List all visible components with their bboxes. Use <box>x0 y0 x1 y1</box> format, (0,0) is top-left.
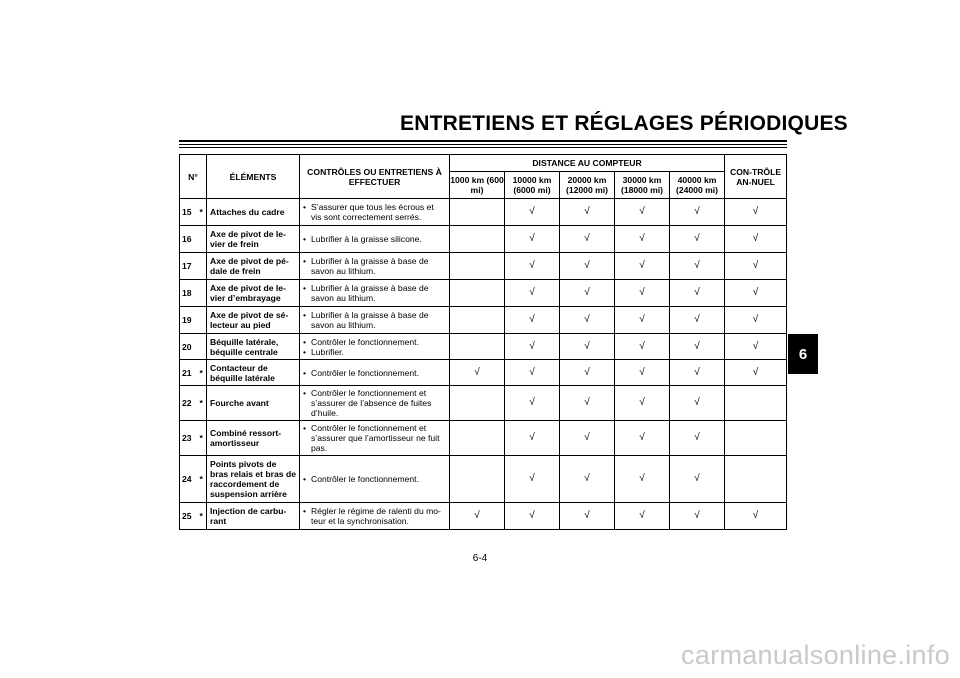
check-mark: √ <box>450 360 505 386</box>
row-number: 19 <box>180 307 200 334</box>
control-item: • Contrôler le fonctionnement. <box>303 368 446 378</box>
check-mark: √ <box>615 456 670 503</box>
check-mark: √ <box>670 280 725 307</box>
row-number: 15 <box>180 199 200 226</box>
check-mark: √ <box>505 307 560 334</box>
row-controls <box>300 421 450 456</box>
control-item: • Contrôler le fonctionnement. <box>303 337 446 347</box>
check-mark: √ <box>505 386 560 421</box>
header-annual: CON-TRÔLE AN-NUEL <box>725 155 787 199</box>
row-controls <box>300 307 450 334</box>
check-mark: √ <box>560 307 615 334</box>
title-rule <box>179 147 787 148</box>
check-mark: √ <box>560 226 615 253</box>
control-item: • Lubrifier à la graisse silicone. <box>303 234 446 244</box>
row-number: 25 <box>180 503 200 530</box>
table-row <box>180 421 787 456</box>
row-number: 18 <box>180 280 200 307</box>
check-mark: √ <box>615 386 670 421</box>
check-mark: √ <box>505 253 560 280</box>
check-mark: √ <box>670 456 725 503</box>
check-mark: √ <box>725 226 787 253</box>
row-asterisk <box>200 334 207 360</box>
row-asterisk <box>200 226 207 253</box>
row-controls <box>300 280 450 307</box>
check-mark: √ <box>560 456 615 503</box>
row-asterisk <box>200 253 207 280</box>
header-controls: CONTRÔLES OU ENTRETIENS À EFFECTUER <box>300 155 450 199</box>
check-mark <box>450 226 505 253</box>
row-asterisk: * <box>200 360 207 386</box>
table-row <box>180 226 787 253</box>
control-item: • Contrôler le fonctionnement. <box>303 474 446 484</box>
row-controls <box>300 360 450 386</box>
check-mark <box>725 386 787 421</box>
row-number: 24 <box>180 456 200 503</box>
check-mark: √ <box>615 334 670 360</box>
row-asterisk <box>200 307 207 334</box>
check-mark: √ <box>725 307 787 334</box>
maintenance-table <box>179 154 787 530</box>
check-mark: √ <box>615 360 670 386</box>
table-body <box>180 199 787 530</box>
check-mark <box>450 386 505 421</box>
header-elements: ÉLÉMENTS <box>207 155 300 199</box>
check-mark <box>450 421 505 456</box>
header-distance-20000: 20000 km (12000 mi) <box>560 172 615 199</box>
check-mark: √ <box>505 360 560 386</box>
check-mark: √ <box>670 199 725 226</box>
check-mark: √ <box>560 199 615 226</box>
table-row <box>180 360 787 386</box>
table-row <box>180 334 787 360</box>
header-distance-1000: 1000 km (600 mi) <box>450 172 505 199</box>
row-element: Béquille latérale, béquille centrale <box>207 334 300 360</box>
watermark: carmanualsonline.info <box>681 640 950 670</box>
control-item: • Contrôler le fonctionnement et s’assurer de l’absence de fuites d’huile. <box>303 388 446 418</box>
check-mark <box>725 456 787 503</box>
title-rule <box>179 140 787 142</box>
check-mark: √ <box>670 226 725 253</box>
header-distance: DISTANCE AU COMPTEUR <box>450 155 725 172</box>
row-element: Axe de pivot de sé-lecteur au pied <box>207 307 300 334</box>
row-element: Axe de pivot de le-vier d’embrayage <box>207 280 300 307</box>
row-controls <box>300 199 450 226</box>
table-row <box>180 280 787 307</box>
row-controls <box>300 456 450 503</box>
row-element: Axe de pivot de pé-dale de frein <box>207 253 300 280</box>
check-mark <box>450 280 505 307</box>
check-mark: √ <box>670 503 725 530</box>
row-element: Attaches du cadre <box>207 199 300 226</box>
check-mark <box>450 334 505 360</box>
check-mark: √ <box>505 280 560 307</box>
check-mark: √ <box>670 421 725 456</box>
row-asterisk <box>200 280 207 307</box>
row-element: Contacteur de béquille latérale <box>207 360 300 386</box>
title-rule <box>179 144 787 145</box>
row-controls <box>300 386 450 421</box>
check-mark: √ <box>505 334 560 360</box>
row-element: Combiné ressort-amortisseur <box>207 421 300 456</box>
check-mark: √ <box>560 386 615 421</box>
chapter-tab: 6 <box>788 334 818 374</box>
check-mark: √ <box>615 199 670 226</box>
row-element: Injection de carbu-rant <box>207 503 300 530</box>
check-mark: √ <box>560 360 615 386</box>
control-item: • Lubrifier à la graisse à base de savon au lithium. <box>303 310 446 330</box>
check-mark: √ <box>615 280 670 307</box>
row-controls <box>300 503 450 530</box>
check-mark: √ <box>505 503 560 530</box>
check-mark: √ <box>560 253 615 280</box>
header-distance-30000: 30000 km (18000 mi) <box>615 172 670 199</box>
page-number: 6-4 <box>472 553 488 564</box>
table-row <box>180 503 787 530</box>
check-mark <box>450 199 505 226</box>
row-number: 21 <box>180 360 200 386</box>
table-row <box>180 307 787 334</box>
check-mark: √ <box>725 503 787 530</box>
check-mark: √ <box>505 199 560 226</box>
check-mark: √ <box>615 421 670 456</box>
check-mark: √ <box>450 503 505 530</box>
row-asterisk: * <box>200 386 207 421</box>
check-mark: √ <box>615 253 670 280</box>
row-controls <box>300 253 450 280</box>
header-distance-40000: 40000 km (24000 mi) <box>670 172 725 199</box>
header-no: N° <box>180 155 207 199</box>
row-number: 20 <box>180 334 200 360</box>
page-title: ENTRETIENS ET RÉGLAGES PÉRIODIQUES <box>400 112 848 135</box>
check-mark: √ <box>725 360 787 386</box>
header-distance-10000: 10000 km (6000 mi) <box>505 172 560 199</box>
table-row <box>180 456 787 503</box>
check-mark <box>450 456 505 503</box>
check-mark: √ <box>670 334 725 360</box>
row-element: Axe de pivot de le-vier de frein <box>207 226 300 253</box>
check-mark: √ <box>670 253 725 280</box>
check-mark: √ <box>505 421 560 456</box>
table-row <box>180 253 787 280</box>
check-mark: √ <box>560 503 615 530</box>
control-item: • Lubrifier à la graisse à base de savon au lithium. <box>303 256 446 276</box>
row-element: Fourche avant <box>207 386 300 421</box>
control-item: • Contrôler le fonctionnement et s’assurer que l’amortisseur ne fuit pas. <box>303 423 446 453</box>
row-number: 17 <box>180 253 200 280</box>
check-mark <box>450 307 505 334</box>
row-number: 16 <box>180 226 200 253</box>
control-item: • Lubrifier à la graisse à base de savon au lithium. <box>303 283 446 303</box>
check-mark: √ <box>670 386 725 421</box>
check-mark: √ <box>560 334 615 360</box>
check-mark: √ <box>615 226 670 253</box>
table-row <box>180 199 787 226</box>
check-mark: √ <box>560 421 615 456</box>
check-mark <box>450 253 505 280</box>
check-mark: √ <box>725 253 787 280</box>
table-row <box>180 386 787 421</box>
check-mark: √ <box>615 307 670 334</box>
row-number: 22 <box>180 386 200 421</box>
check-mark: √ <box>725 334 787 360</box>
check-mark <box>725 421 787 456</box>
control-item: • Lubrifier. <box>303 347 446 357</box>
check-mark: √ <box>560 280 615 307</box>
check-mark: √ <box>725 280 787 307</box>
row-number: 23 <box>180 421 200 456</box>
check-mark: √ <box>670 360 725 386</box>
row-element: Points pivots de bras relais et bras de raccordement de suspension arrière <box>207 456 300 503</box>
check-mark: √ <box>505 226 560 253</box>
row-asterisk: * <box>200 503 207 530</box>
check-mark: √ <box>505 456 560 503</box>
control-item: • S’assurer que tous les écrous et vis sont correctement serrés. <box>303 202 446 222</box>
check-mark: √ <box>670 307 725 334</box>
row-asterisk: * <box>200 199 207 226</box>
row-asterisk: * <box>200 456 207 503</box>
check-mark: √ <box>725 199 787 226</box>
row-controls <box>300 226 450 253</box>
row-controls <box>300 334 450 360</box>
check-mark: √ <box>615 503 670 530</box>
row-asterisk: * <box>200 421 207 456</box>
control-item: • Régler le régime de ralenti du mo-teur et la synchronisation. <box>303 506 446 526</box>
